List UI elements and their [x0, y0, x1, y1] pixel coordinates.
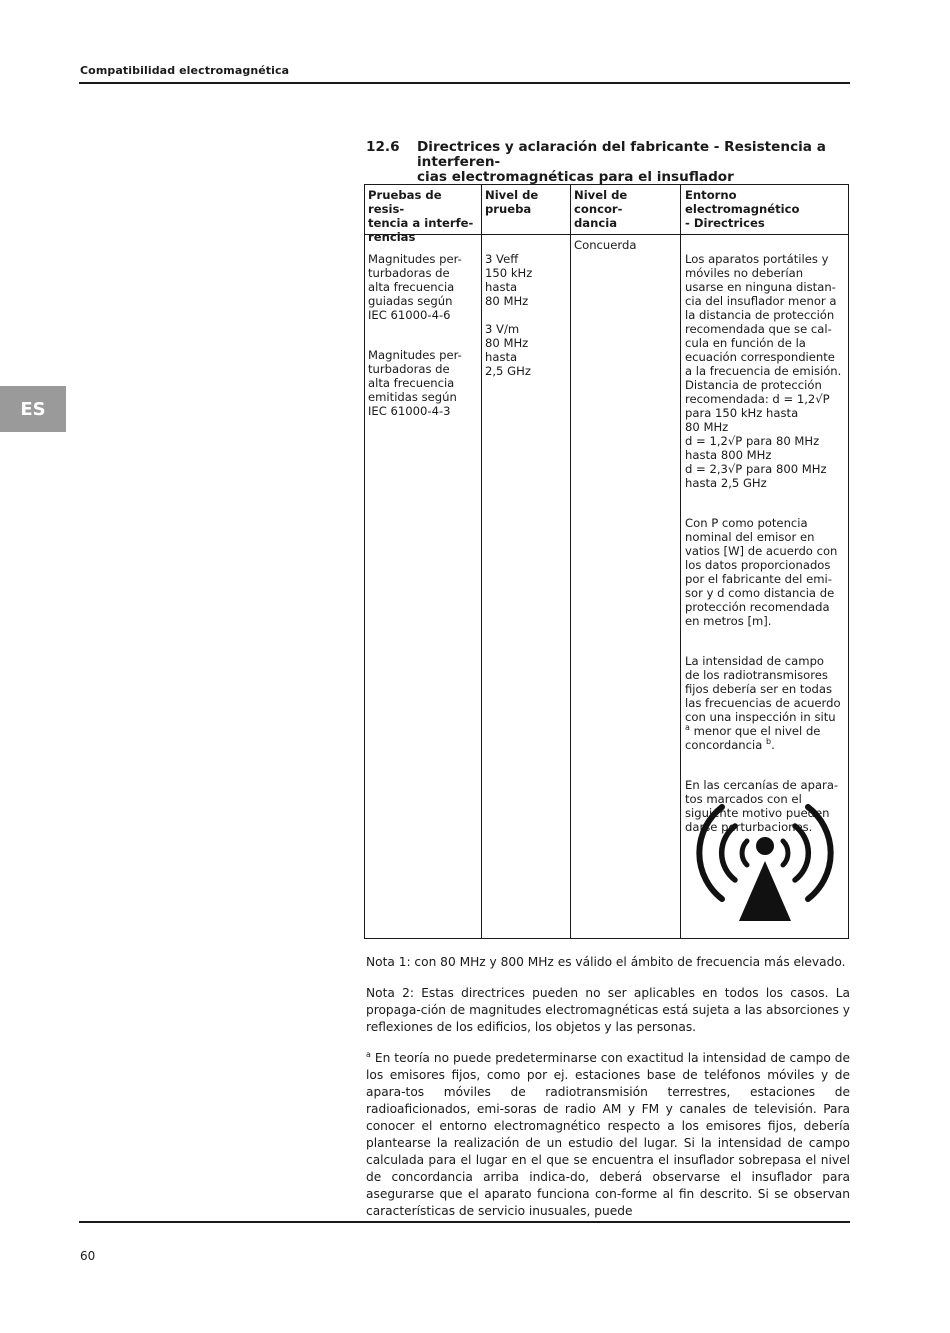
table-header-compliance: Nivel de concor- dancia [574, 188, 628, 230]
table-column-divider [680, 185, 681, 938]
table-cell-tests [368, 238, 480, 432]
table-header-test-level: Nivel de prueba [485, 188, 539, 216]
table-column-divider [570, 185, 571, 938]
non-ionizing-radiation-icon [691, 791, 841, 925]
guidance-paragraph-field-strength: La intensidad de campo de los radiotransmisores fijos debería ser en todas las frecuencias de acuerdo con una inspección in situ $^a$ menor que el nivel de concordancia $^b$. [685, 654, 841, 752]
guidance-paragraph-distance: Los aparatos portátiles y móviles no deberían usarse en ninguna distan- cia del insuflador menor a la distancia de protección recomendada que se cal- cula en función de la ecuación correspondiente a la frecuencia de emisión. Distancia de protección recomendada: d = 1,2√P para 150 kHz hasta 80 MHz d = 1,2√P para 80 MHz hasta 800 MHz d = 2,3√P para 800 MHz hasta 2,5 GHz [685, 252, 842, 490]
section-number: 12.6 [366, 139, 400, 155]
table-cell-compliance: Concuerda [574, 238, 637, 252]
table-column-divider [481, 185, 482, 938]
table-header-guidance: Entorno electromagnético - Directrices [685, 188, 800, 230]
guidance-paragraph-interference: En las cercanías de apara- tos marcados con el siguiente motivo pueden darse perturbaciones. [685, 778, 839, 834]
running-header: Compatibilidad electromagnética [80, 64, 290, 77]
table-header-test: Pruebas de resis- tencia a interfe- rencias [368, 188, 474, 244]
radiated-rf-test: Magnitudes per- turbadoras de alta frecuencia emitidas según IEC 61000-4-3 [368, 348, 462, 418]
guidance-paragraph-power: Con P como potencia nominal del emisor en vatios [W] de acuerdo con los datos proporcionados por el fabricante del emi- sor y d como distancia de protección recomendada en metros [m]. [685, 516, 838, 628]
header-divider [79, 82, 850, 84]
note-1: Nota 1: con 80 MHz y 800 MHz es válido el ámbito de frecuencia más elevado. [366, 955, 846, 969]
footer-divider [79, 1221, 850, 1223]
table-cell-guidance [685, 238, 847, 848]
note-2: Nota 2: Estas directrices pueden no ser aplicables en todos los casos. La propaga-ción de magnitudes electromagnéticas está sujeta a las absorciones y reflexiones de los edificios, los objetos y las personas. [366, 986, 850, 1034]
conducted-rf-level: 3 Veff 150 kHz hasta 80 MHz [485, 252, 533, 308]
language-tab: ES [0, 386, 66, 432]
footnote-a: $^a$ En teoría no puede predeterminarse con exactitud la intensidad de campo de los emisores fijos, como por ej. estaciones base de teléfonos móviles y de apara-tos móviles de radiotransmisión terrestres, estaciones de radioaficionados, emi-soras de radio AM y FM y canales de televisión. Para conocer el entorno electromagnético respecto a los emisores fijos, debería plantearse la realización de un estudio del lugar. Si la intensidad de campo calculada para el lugar en el que se encuentra el insuflador sobrepasa el nivel de concordancia arriba indica-do, deberá observarse el insuflador para asegurarse que el aparato funciona con-forme al fin descrito. Si se observan características de servicio inusuales, puede [366, 1050, 850, 1218]
notes-section [366, 954, 850, 1234]
table-cell-levels [485, 238, 569, 392]
section-title: Directrices y aclaración del fabricante - Resistencia a interferen- cias electromagnéticas para el insuflador [417, 139, 826, 185]
page-number: 60 [80, 1249, 96, 1263]
conducted-rf-test: Magnitudes per- turbadoras de alta frecuencia guiadas según IEC 61000-4-6 [368, 252, 462, 322]
immunity-table [364, 184, 849, 939]
radiated-rf-level: 3 V/m 80 MHz hasta 2,5 GHz [485, 322, 531, 378]
